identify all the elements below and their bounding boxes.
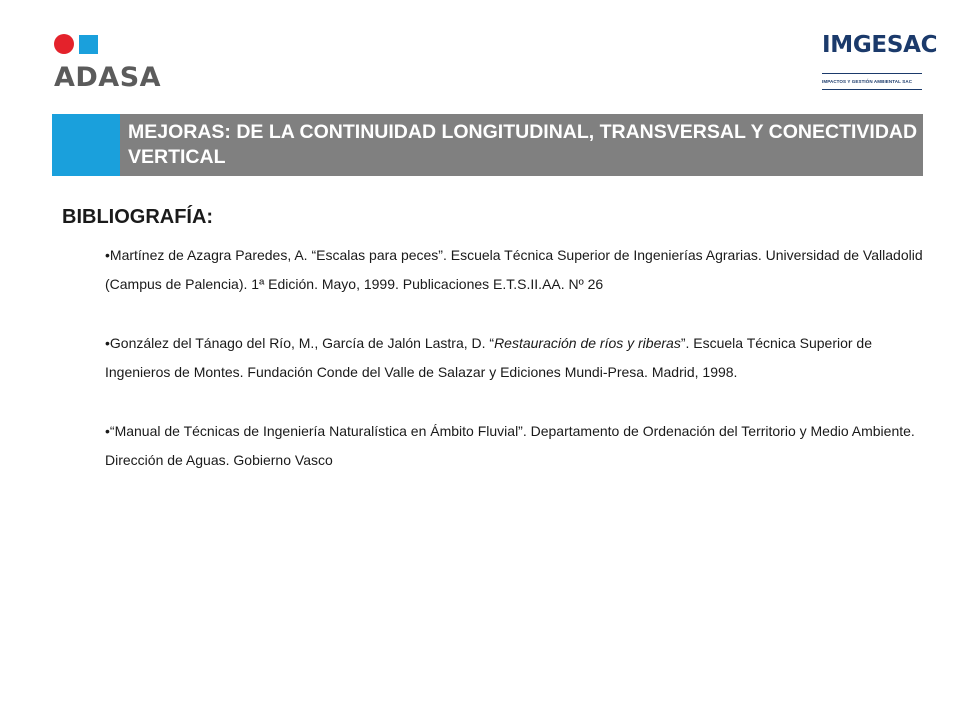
title-bar [120,114,923,176]
slide-title: MEJORAS: DE LA CONTINUIDAD LONGITUDINAL, TRANSVERSAL Y CONECTIVIDAD VERTICAL [128,121,918,168]
reference-text: •González del Tánago del Río, M., García de Jalón Lastra, D. “ [105,335,495,351]
reference-item [105,241,925,298]
reference-text: •Martínez de Azagra Paredes, A. “Escalas para peces”. Escuela Técnica Superior de Ingenierías Agrarias. Universidad de Valladolid (Campus de Palencia). 1ª Edición. Mayo, 1999. Publicaciones E.T.S.II.AA. Nº 26 [105,247,923,292]
reference-text: •“Manual de Técnicas de Ingeniería Naturalística en Ámbito Fluvial”. Departamento de Ordenación del Territorio y Medio Ambiente. Dirección de Aguas. Gobierno Vasco [105,423,915,468]
section-heading: BIBLIOGRAFÍA: [62,206,214,228]
adasa-logo [54,34,174,94]
imgesac-logo-text: IMGESAC [822,32,938,58]
title-accent-block [52,114,120,176]
adasa-square-icon [79,35,98,54]
reference-italic-title: Restauración de ríos y riberas [494,335,681,351]
reference-list [105,241,925,505]
adasa-circle-icon [54,34,74,54]
imgesac-rule-bottom [822,89,922,90]
reference-text-end: ”. Escuela Técnica Superior de Ingenieros de Montes. Fundación Conde del Valle de Salazar y Ediciones Mundi-Presa. Madrid, 1998. [105,335,873,380]
imgesac-tagline: IMPACTOS Y GESTIÓN AMBIENTAL SAC [822,79,913,84]
imgesac-logo [818,32,938,94]
reference-item [105,417,925,474]
reference-item [105,329,925,386]
imgesac-rule-top [822,73,922,74]
adasa-logo-text: ADASA [54,62,162,93]
